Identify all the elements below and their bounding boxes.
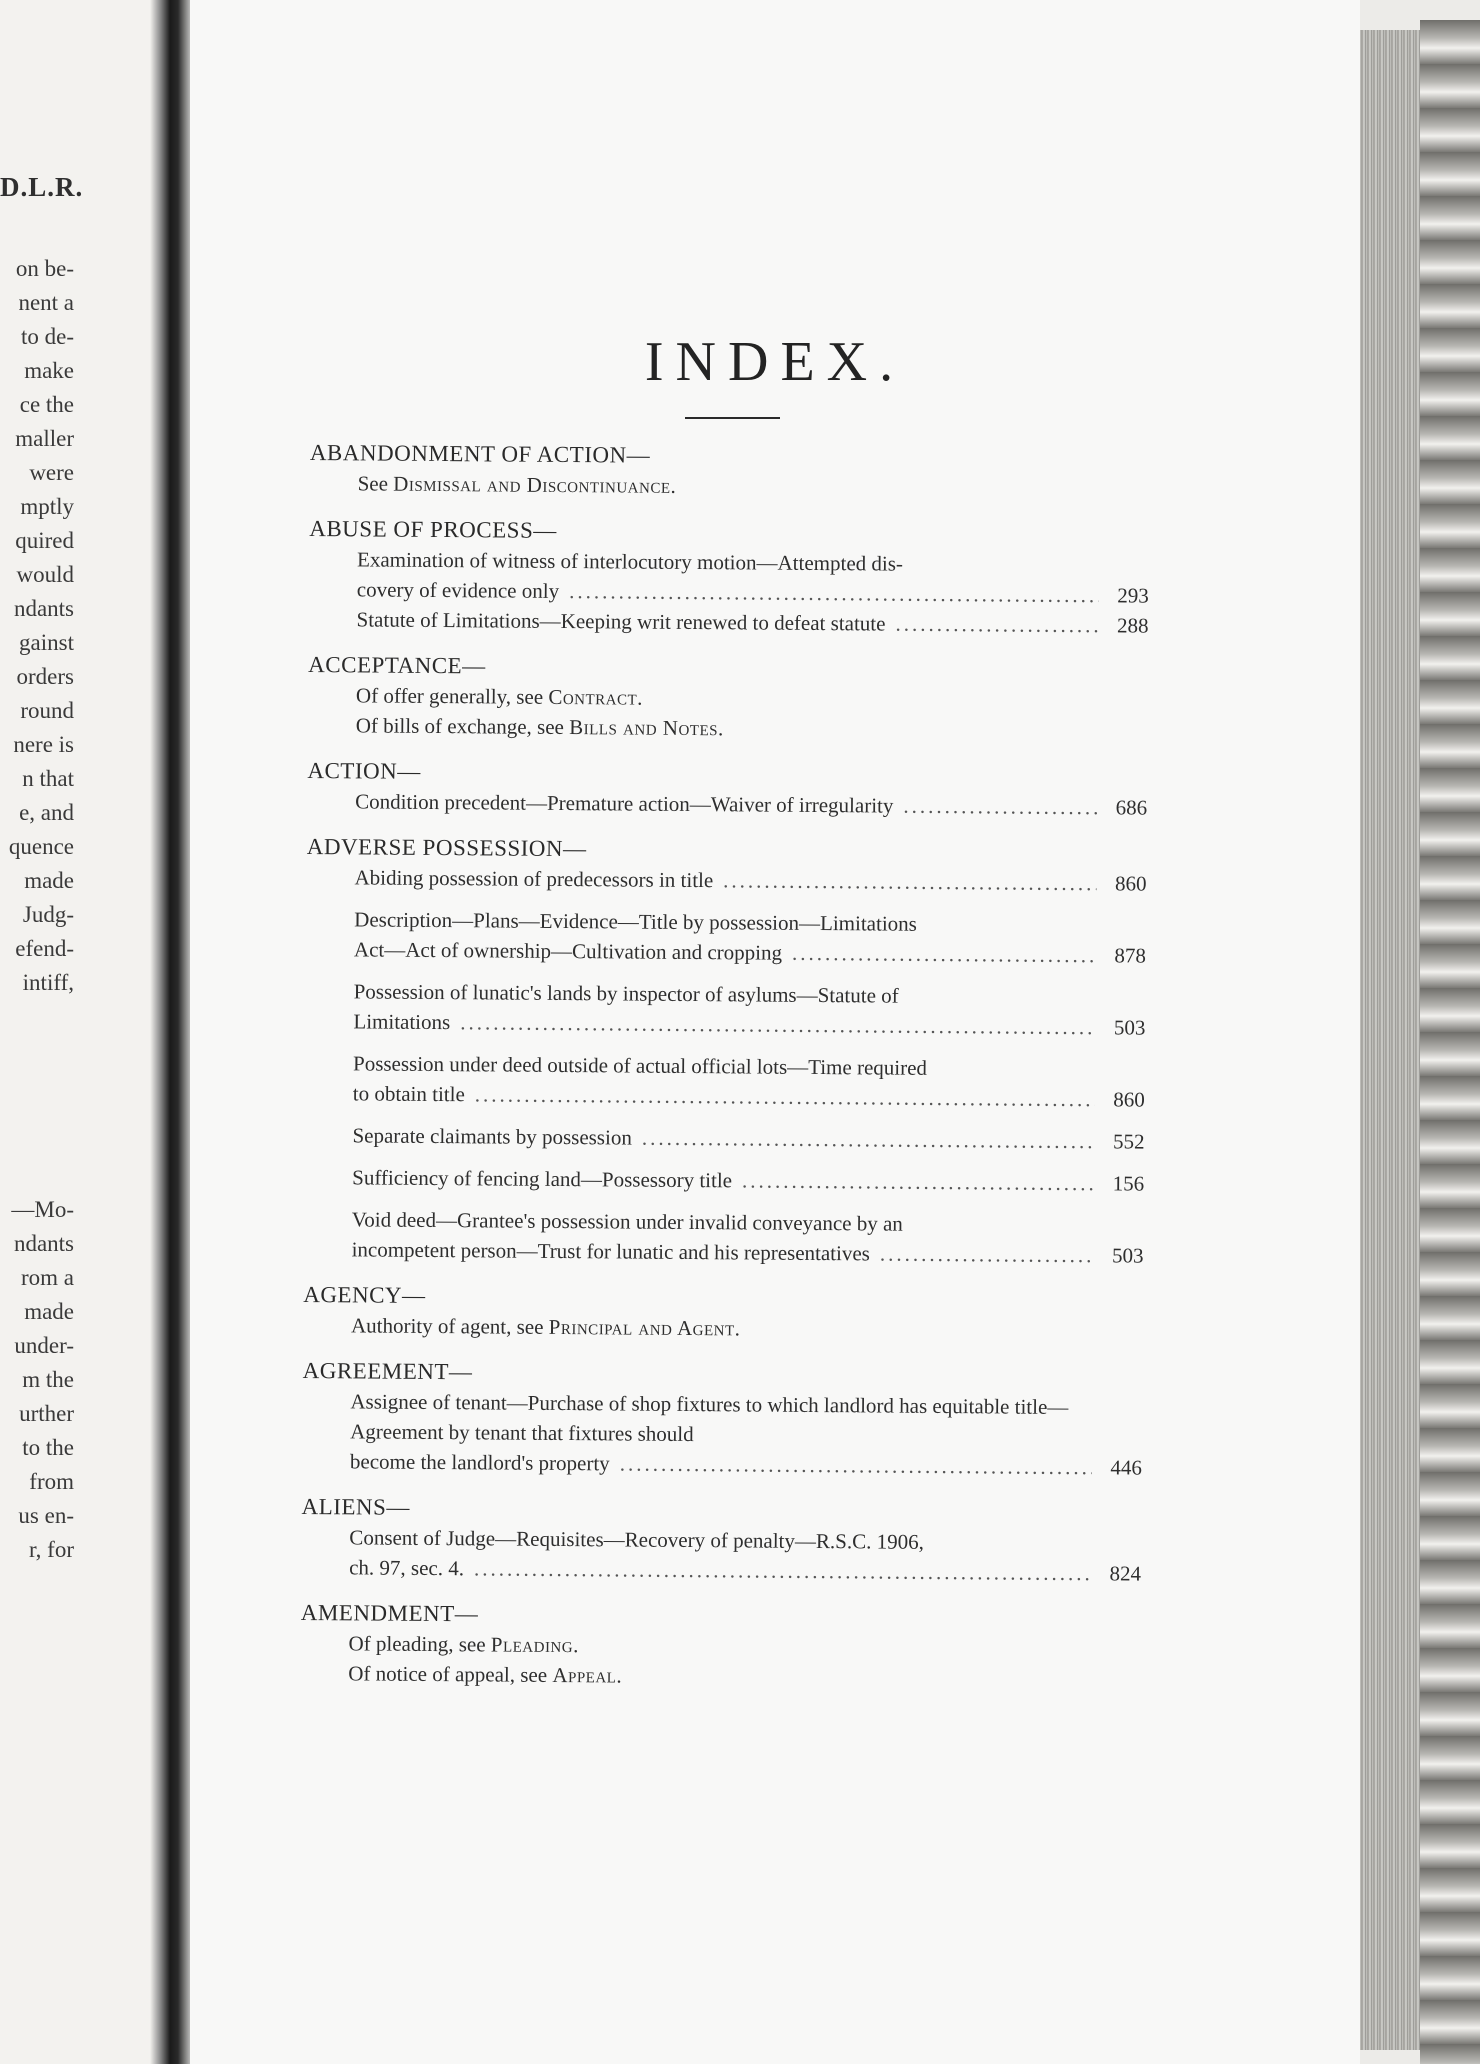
left-page-line: nent a (18, 290, 74, 315)
page-number: 156 (1112, 1171, 1145, 1196)
index-entry (307, 756, 1147, 823)
sub-entry-line (354, 934, 1146, 970)
index-entry (300, 1598, 1141, 1695)
left-page-line: r, for (28, 1537, 74, 1562)
entry-heading: ACTION— (307, 757, 421, 784)
sub-entry-text: covery of evidence only (356, 577, 560, 603)
sub-entry-lead: Void deed—Grantee's possession under invalid conveyance by an (351, 1207, 903, 1236)
entry-heading: ABUSE OF PROCESS— (309, 515, 557, 543)
left-page-line: were (29, 460, 74, 485)
sub-entry (352, 1162, 1144, 1198)
reference-prefix: See (357, 471, 394, 496)
sub-entry (357, 544, 1149, 610)
left-page-line: maller (15, 426, 74, 451)
leader-dots (475, 1079, 1095, 1114)
reference-target: Contract. (548, 684, 644, 710)
cross-reference (356, 710, 1148, 746)
sub-entry-lead: Possession of lunatic's lands by inspector of asylums—Statute of (353, 979, 899, 1008)
index-entry (308, 514, 1149, 641)
book-gutter (150, 0, 190, 2064)
index-entry (302, 1356, 1143, 1483)
leader-dots (792, 938, 1096, 970)
left-page-line: e, and (19, 800, 74, 825)
reference-target: Dismissal and Discontinuance. (393, 471, 677, 498)
page-title: INDEX. (644, 331, 906, 393)
sub-entry-line (352, 1234, 1144, 1270)
left-page-line: efend- (15, 936, 74, 961)
leader-dots (620, 1448, 1092, 1482)
index-page (190, 0, 1360, 2064)
left-page-line: round (20, 698, 74, 723)
left-page-line: would (16, 562, 74, 587)
leader-dots (460, 1007, 1095, 1042)
left-page-line: Judg- (22, 902, 74, 927)
leader-dots (642, 1123, 1095, 1157)
page-number: 860 (1114, 871, 1147, 896)
page-number: 860 (1113, 1087, 1145, 1112)
entry-heading: ABANDONMENT OF ACTION— (309, 439, 651, 468)
sub-entry (356, 604, 1148, 640)
left-page-line: urther (19, 1401, 74, 1426)
page-number: 503 (1112, 1243, 1144, 1268)
left-running-head: D.L.R. (0, 172, 84, 202)
entry-heading: AGENCY— (303, 1281, 426, 1308)
reference-prefix: Of pleading, see (348, 1631, 491, 1657)
reference-prefix: Of bills of exchange, see (355, 713, 570, 740)
left-page-line: rom a (20, 1265, 74, 1290)
sub-entry-text: Condition precedent—Premature action—Waiver of irregularity (355, 789, 894, 818)
index-entry (304, 832, 1147, 1271)
sub-entry-line (356, 604, 1148, 640)
sub-entry (354, 862, 1146, 898)
entry-heading: AGREEMENT— (302, 1357, 473, 1385)
cross-reference (351, 1310, 1143, 1346)
left-page-line: quired (15, 528, 74, 553)
sub-entry-line (352, 1120, 1144, 1156)
sub-entry-text: Sufficiency of fencing land—Possessory title (352, 1165, 733, 1193)
reference-target: Bills and Notes. (569, 715, 724, 741)
left-page-line: from (29, 1469, 74, 1494)
left-page-line: mptly (20, 494, 74, 519)
left-page-line: nere is (13, 732, 74, 757)
sub-entry (355, 786, 1147, 822)
page-number: 878 (1114, 943, 1147, 968)
left-page-line: make (24, 358, 74, 383)
page-number: 552 (1112, 1129, 1145, 1154)
left-page-line: —Mo- (11, 1197, 74, 1222)
sub-entry-lead: Examination of witness of interlocutory motion—Attempted dis- (356, 547, 904, 576)
reference-prefix: Authority of agent, see (350, 1313, 549, 1339)
sub-entry-text: ch. 97, sec. 4. (349, 1555, 465, 1581)
left-page-line: ce the (19, 392, 74, 417)
sub-entry-line (354, 862, 1146, 898)
cross-reference (348, 1658, 1140, 1694)
sub-entry-line (350, 1446, 1142, 1482)
reference-target: Principal and Agent. (548, 1314, 741, 1341)
cross-reference (358, 468, 1150, 504)
sub-entry-line (353, 1078, 1145, 1114)
leader-dots (880, 1239, 1094, 1271)
page-edges (1360, 30, 1420, 2050)
left-page-line: ndants (13, 596, 74, 621)
left-page-line: to de- (20, 324, 74, 349)
index-entry (310, 438, 1150, 505)
sub-entry-text: to obtain title (352, 1081, 465, 1107)
sub-entry-lead: Consent of Judge—Requisites—Recovery of penalty—R.S.C. 1906, (349, 1525, 924, 1554)
left-page-line: quence (8, 834, 74, 859)
left-page-line: orders (16, 664, 74, 689)
page-number: 446 (1110, 1455, 1143, 1480)
sub-entry-text: Statute of Limitations—Keeping writ renewed to defeat statute (356, 607, 886, 636)
sub-entry (352, 1204, 1144, 1270)
sub-entry-text: incompetent person—Trust for lunatic and his representatives (351, 1237, 870, 1266)
reference-prefix: Of notice of appeal, see (348, 1661, 553, 1687)
sub-entry-text: become the landlord's property (349, 1449, 610, 1476)
reference-prefix: Of offer generally, see (355, 683, 549, 709)
sub-entry-text: Abiding possession of predecessors in title (354, 865, 714, 893)
left-facing-page (0, 0, 150, 2064)
sub-entry (353, 1048, 1145, 1114)
index-entry (303, 1280, 1143, 1347)
leader-dots (903, 791, 1097, 823)
sub-entry-line (355, 786, 1147, 822)
left-page-line: to the (22, 1435, 74, 1460)
index-entries (300, 438, 1150, 1711)
left-page-line: intiff, (22, 970, 74, 995)
sub-entry (352, 1120, 1144, 1156)
sub-entry-lead: Possession under deed outside of actual official lots—Time required (352, 1051, 928, 1080)
page-number: 503 (1113, 1015, 1146, 1040)
sub-entry (354, 904, 1146, 970)
entry-heading: ALIENS— (301, 1493, 410, 1520)
left-page-line: n that (22, 766, 74, 791)
sub-entry-text: Limitations (353, 1009, 451, 1035)
left-page-line: m the (22, 1367, 74, 1392)
left-page-line: under- (14, 1333, 74, 1358)
reference-target: Pleading. (490, 1632, 580, 1658)
sub-entry-line (349, 1552, 1141, 1588)
title-rule (685, 417, 780, 419)
sub-entry-lead: Assignee of tenant—Purchase of shop fixtures to which landlord has equitable title—Agreement by tenant that fixtures should (350, 1389, 1069, 1447)
left-page-line: us en- (18, 1503, 74, 1528)
leader-dots (474, 1553, 1091, 1588)
entry-heading: ACCEPTANCE— (308, 651, 486, 679)
left-page-text-lower (11, 1193, 74, 1567)
index-entry (308, 650, 1149, 747)
left-page-line: on be- (15, 256, 74, 281)
leader-dots (569, 576, 1099, 610)
page-number: 824 (1109, 1561, 1142, 1586)
left-page-line: made (24, 1299, 74, 1324)
left-page-line: ndants (13, 1231, 74, 1256)
left-page-line: made (24, 868, 74, 893)
sub-entry-text: Separate claimants by possession (352, 1123, 632, 1150)
sub-entry (353, 976, 1145, 1042)
page-number: 288 (1116, 613, 1149, 638)
sub-entry (349, 1522, 1141, 1588)
entry-heading: AMENDMENT— (300, 1599, 479, 1627)
leader-dots (742, 1165, 1094, 1198)
reference-target: Appeal. (552, 1662, 623, 1688)
sub-entry (350, 1386, 1143, 1482)
sub-entry-lead: Description—Plans—Evidence—Title by possession—Limitations (354, 907, 918, 936)
left-page-line: gainst (19, 630, 74, 655)
sub-entry-text: Act—Act of ownership—Cultivation and cropping (353, 937, 783, 965)
left-page-text-upper (9, 252, 74, 1000)
sub-entry-line (353, 1006, 1145, 1042)
leader-dots (895, 609, 1098, 641)
book-cover-edge (1420, 20, 1480, 2064)
index-entry (301, 1492, 1142, 1589)
leader-dots (723, 865, 1097, 898)
entry-heading: ADVERSE POSSESSION— (306, 833, 587, 862)
sub-entry-line (352, 1162, 1144, 1198)
page-number: 293 (1117, 583, 1149, 608)
page-number: 686 (1115, 795, 1148, 820)
